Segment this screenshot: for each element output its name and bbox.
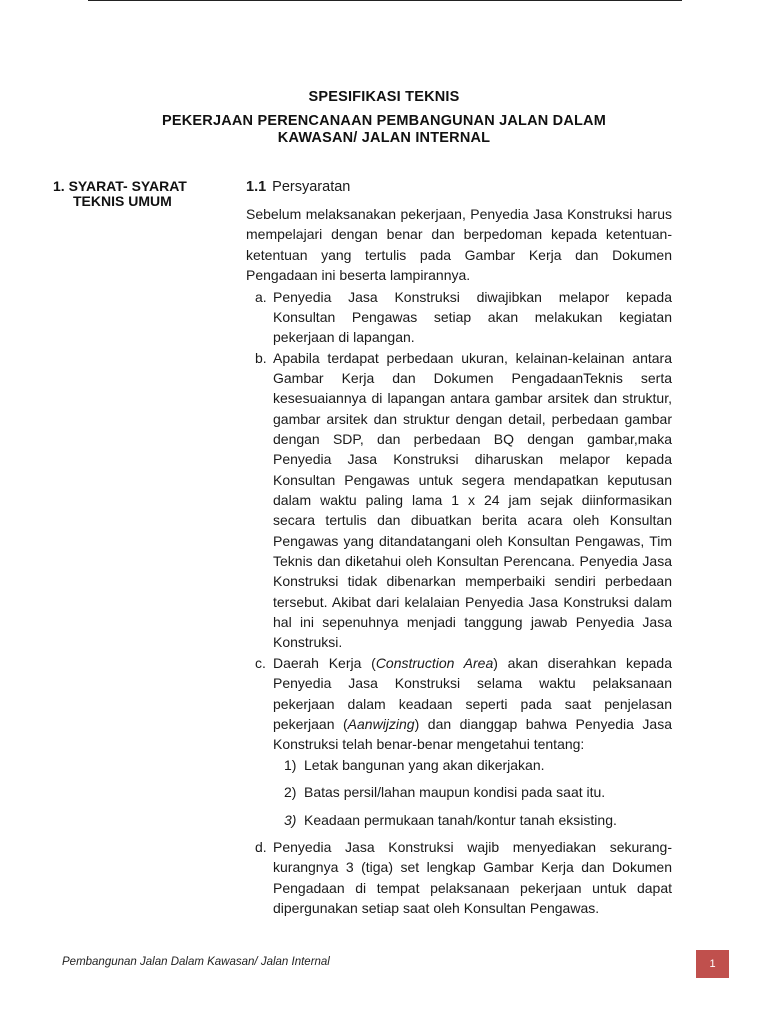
sublist-item-text: Keadaan permukaan tanah/kontur tanah eksisting. [304, 811, 617, 828]
list-item-text-part: ) akan diserahkan kepada Penyedia Jasa Konstruksi selama waktu pelaksanaan pekerjaan dalam keadaan seperti pada saat penjelasan pekerjaan ( [273, 654, 672, 732]
section-heading [53, 179, 187, 209]
list-item-text-part: Daerah Kerja ( [273, 654, 376, 671]
list-item-italic-term: Aanwijzing [347, 715, 415, 732]
list-marker: a. [255, 288, 267, 305]
list-marker: b. [255, 349, 267, 366]
section-body [246, 177, 672, 918]
subsection-heading [246, 177, 672, 197]
list-item-a [246, 287, 672, 348]
section-heading-line1: 1. SYARAT- SYARAT [53, 178, 187, 194]
list-item-d [246, 837, 672, 918]
section-heading-line2: TEKNIS UMUM [73, 193, 172, 209]
list-item-text: Apabila terdapat perbedaan ukuran, kelainan-kelainan antara Gambar Kerja dan Dokumen PengadaanTeknis serta kesesuaiannya di lapangan antara gambar arsitek dan struktur, gambar arsitek dan struktur dengan detail, perbedaan gambar dengan SDP, dan perbedaan BQ dengan gambar,maka Penyedia Jasa Konstruksi diharuskan melapor kepada Konsultan Pengawas untuk segera mendapatkan keputusan dalam waktu paling lama 1 x 24 jam sejak diinformasikan secara tertulis dan dibuatkan berita acara oleh Konsultan Pengawas yang ditandatangani oleh Konsultan Pengawas, Tim Teknis dan diketahui oleh Konsultan Perencana. Penyedia Jasa Konstruksi tidak dibenarkan memperbaiki sendiri perbedaan tersebut. Akibat dari kelalaian Penyedia Jasa Konstruksi dalam hal ini sepenuhnya menjadi tanggung jawab Penyedia Jasa Konstruksi. [273, 349, 672, 651]
requirement-list [246, 287, 672, 919]
sublist-marker: 2) [284, 784, 297, 801]
sublist [273, 755, 672, 830]
sublist-marker: 3) [284, 811, 297, 828]
footer-text: Pembangunan Jalan Dalam Kawasan/ Jalan Internal [62, 956, 330, 968]
list-item-c [246, 653, 672, 830]
list-marker: c. [255, 654, 266, 671]
list-item-text: Penyedia Jasa Konstruksi wajib menyediakan sekurang-kurangnya 3 (tiga) set lengkap Gambar Kerja dan Dokumen Pengadaan di tempat pelaksanaan pekerjaan untuk dapat dipergunakan setiap saat oleh Konsultan Pengawas. [273, 839, 672, 917]
sublist-item-text: Letak bangunan yang akan dikerjakan. [304, 756, 545, 773]
page-number: 1 [696, 950, 729, 978]
document-subtitle-line2: KAWASAN/ JALAN INTERNAL [277, 130, 491, 146]
sublist-item [273, 810, 672, 830]
document-subtitle-line1: PEKERJAAN PERENCANAAN PEMBANGUNAN JALAN DALAM [161, 113, 607, 129]
subsection-title: Persyaratan [272, 179, 351, 195]
document-title: SPESIFIKASI TEKNIS [308, 89, 460, 105]
subsection-number: 1.1 [246, 179, 267, 195]
intro-paragraph: Sebelum melaksanakan pekerjaan, Penyedia Jasa Konstruksi harus mempelajari dengan benar dan berpedoman kepada ketentuan-ketentuan yang tertulis pada Gambar Kerja dan Dokumen Pengadaan ini beserta lampirannya. [246, 206, 672, 284]
header-rule [88, 0, 682, 1]
sublist-item [273, 782, 672, 802]
list-item-text-part: ) dan dianggap bahwa Penyedia Jasa Konstruksi telah benar-benar mengetahui tentang: [273, 715, 672, 753]
sublist-marker: 1) [284, 756, 297, 773]
list-marker: d. [255, 839, 267, 856]
sublist-item [273, 755, 672, 775]
list-item-italic-term: Construction Area [375, 654, 494, 671]
list-item-b [246, 348, 672, 653]
sublist-item-text: Batas persil/lahan maupun kondisi pada saat itu. [304, 784, 606, 801]
list-item-text: Penyedia Jasa Konstruksi diwajibkan melapor kepada Konsultan Pengawas setiap akan melakukan kegiatan pekerjaan di lapangan. [273, 288, 672, 346]
